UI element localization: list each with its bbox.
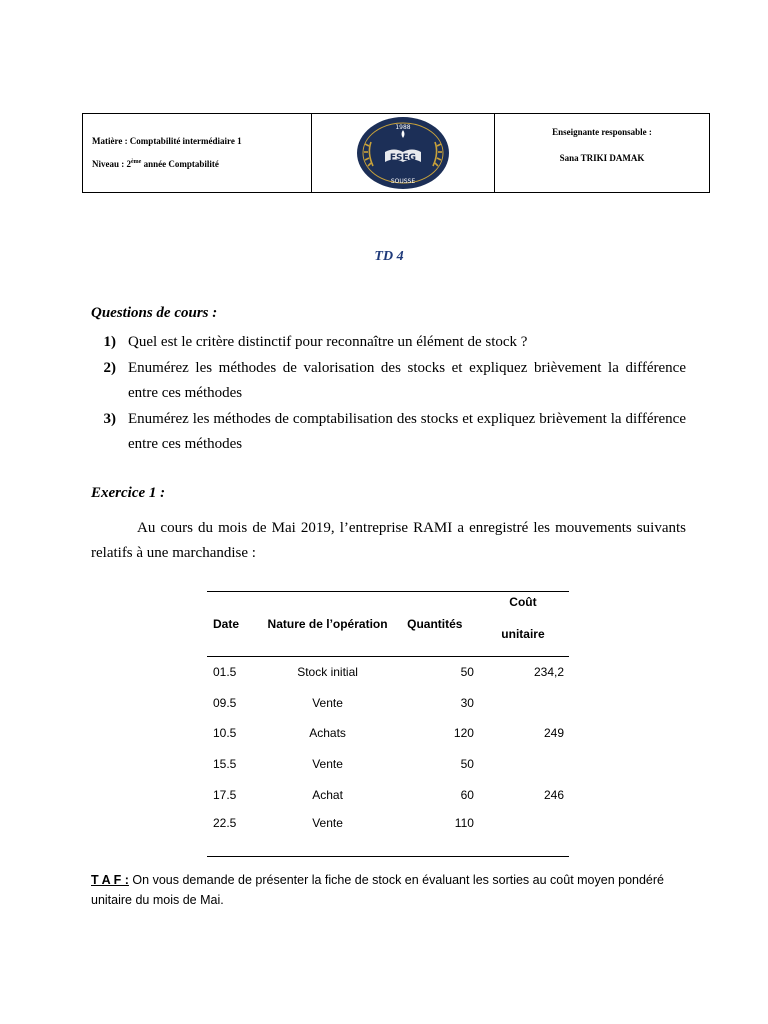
taf-label: T A F :: [91, 873, 129, 887]
teacher-info: [495, 114, 709, 192]
cell-date: 01.5: [213, 665, 237, 680]
cell-nature: Stock initial: [297, 665, 358, 680]
course-info: [83, 114, 312, 192]
cell-nature: Vente: [312, 695, 343, 710]
cell-nature: Achat: [312, 787, 343, 802]
cell-date: 09.5: [213, 695, 237, 710]
cell-nature: Achats: [309, 726, 346, 741]
cell-date: 22.5: [207, 810, 259, 857]
cell-qty: 120: [453, 726, 474, 741]
cell-qty: 50: [460, 757, 474, 772]
exercice-intro: Au cours du mois de Mai 2019, l’entreprise RAMI a enregistré les mouvements suivants relatifs à une marchandise :: [91, 520, 686, 561]
cell-nature: Vente: [259, 810, 395, 857]
question-number: 2): [103, 360, 116, 376]
table-header-row: [207, 592, 569, 657]
question-text: Quel est le critère distinctif pour reconnaître un élément de stock ?: [128, 334, 528, 350]
table-row: [207, 749, 569, 780]
cell-cout: [482, 810, 569, 857]
header-cout: Coût unitaire: [482, 592, 569, 657]
taf-text: On vous demande de présenter la fiche de stock en évaluant les sorties au coût moyen pondéré unitaire du mois de Mai.: [91, 873, 664, 907]
header-date: Date: [207, 592, 259, 657]
table-row: [207, 657, 569, 688]
cell-qty: 50: [460, 665, 474, 680]
teacher-name: Sana TRIKI DAMAK: [559, 153, 645, 163]
logo-cell: [312, 114, 495, 192]
list-item: [91, 407, 686, 457]
list-item: [91, 330, 686, 355]
cell-date: 17.5: [213, 787, 237, 802]
table-row: [207, 810, 569, 857]
niveau-label: Niveau : 2ème année Comptabilité: [92, 159, 219, 169]
document-title: TD 4: [374, 249, 404, 264]
teacher-label: Enseignante responsable :: [552, 127, 652, 137]
fseg-logo: [355, 116, 451, 190]
question-text: Enumérez les méthodes de valorisation des stocks et expliquez brièvement la différence entre ces méthodes: [128, 360, 686, 401]
operations-table: [207, 591, 569, 857]
question-number: 3): [103, 411, 116, 427]
svg-text:FSEG: FSEG: [389, 153, 417, 163]
header-box: [82, 113, 710, 193]
cell-qty: 60: [460, 787, 474, 802]
table-row: [207, 718, 569, 749]
header-quantites: Quantités: [396, 592, 482, 657]
cell-qty: 110: [396, 810, 482, 857]
taf-instruction: [91, 870, 691, 910]
cell-cout: [482, 688, 569, 719]
matiere-label: Matière : Comptabilité intermédiaire 1: [92, 136, 242, 146]
exercice-heading: Exercice 1 :: [91, 485, 166, 501]
svg-text:1988: 1988: [395, 124, 411, 131]
cell-cout: 234,2: [533, 665, 564, 680]
cell-date: 10.5: [213, 726, 237, 741]
list-item: [91, 356, 686, 406]
questions-heading: Questions de cours :: [91, 305, 218, 321]
cell-date: 15.5: [213, 757, 237, 772]
question-number: 1): [103, 334, 116, 350]
header-nature: Nature de l’opération: [259, 592, 395, 657]
table-row: [207, 688, 569, 719]
cell-qty: 30: [460, 695, 474, 710]
question-text: Enumérez les méthodes de comptabilisation des stocks et expliquez brièvement la différence entre ces méthodes: [128, 411, 686, 452]
cell-cout: 246: [543, 787, 564, 802]
cell-cout: [482, 749, 569, 780]
svg-text:SOUSSE: SOUSSE: [390, 178, 416, 185]
cell-cout: 249: [543, 726, 564, 741]
questions-list: [91, 330, 686, 458]
cell-nature: Vente: [312, 757, 343, 772]
table-row: [207, 779, 569, 810]
